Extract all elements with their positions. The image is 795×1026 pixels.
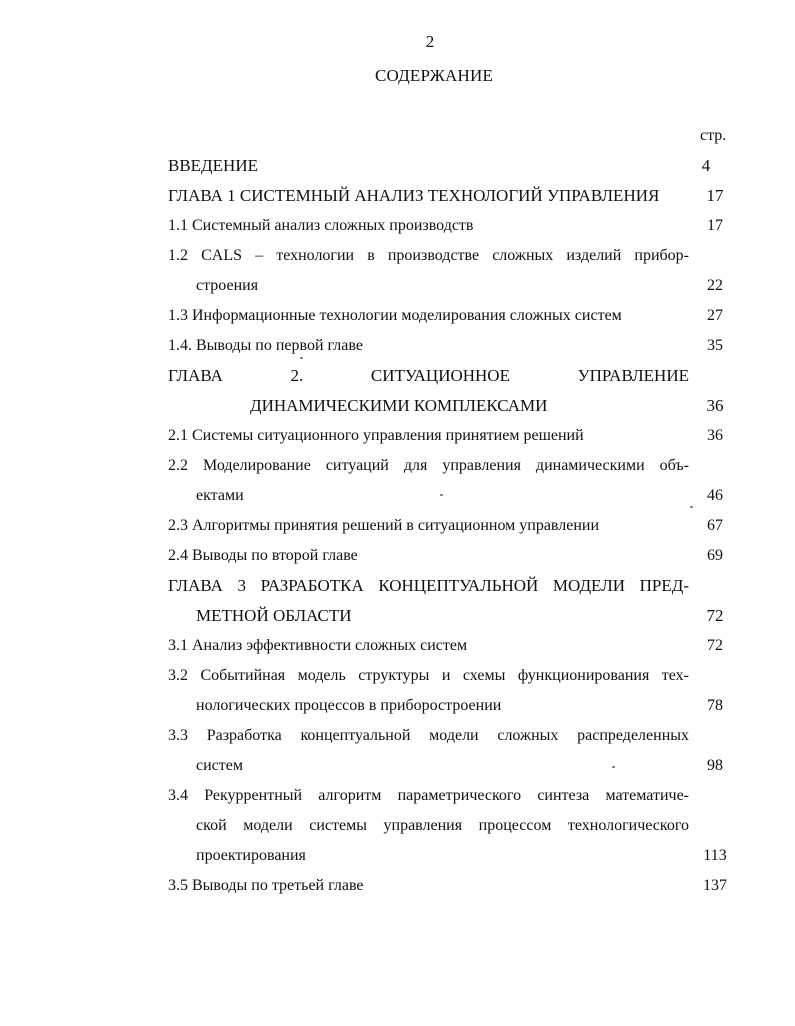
- page-ref: 17: [706, 186, 724, 205]
- chapter-heading-line: ГЛАВА 2. СИТУАЦИОННОЕ УПРАВЛЕНИЕ: [168, 366, 689, 385]
- scan-speck: [440, 494, 443, 496]
- page-ref: 113: [703, 847, 727, 864]
- chapter-heading-line: ГЛАВА 3 РАЗРАБОТКА КОНЦЕПТУАЛЬНОЙ МОДЕЛИ ПРЕД-: [168, 576, 689, 595]
- scan-speck: [690, 506, 693, 508]
- page-ref: 22: [707, 277, 723, 294]
- page-ref: 36: [707, 427, 723, 444]
- page-ref: 17: [707, 217, 723, 234]
- page-ref: 35: [707, 337, 723, 354]
- toc-entry-line: 1.2 CALS – технологии в производстве сложных изделий прибор-: [168, 247, 689, 264]
- page-ref: 72: [706, 606, 724, 625]
- chapter-heading-line: ГЛАВА 1 СИСТЕМНЫЙ АНАЛИЗ ТЕХНОЛОГИЙ УПРАВЛЕНИЯ: [168, 186, 660, 205]
- toc-entry-line: проектирования: [196, 847, 306, 864]
- toc-entry-line: систем: [196, 757, 243, 774]
- toc-entry-line: 1.1 Системный анализ сложных производств: [168, 217, 474, 234]
- toc-entry-line: 1.3 Информационные технологии моделирования сложных систем: [168, 307, 622, 324]
- toc-entry-line: 3.2 Событийная модель структуры и схемы функционирования тех-: [168, 667, 689, 684]
- page-title: СОДЕРЖАНИЕ: [374, 66, 494, 85]
- toc-entry-line: 3.1 Анализ эффективности сложных систем: [168, 637, 468, 654]
- toc-entry-line: 1.4. Выводы по первой главе: [168, 337, 363, 354]
- page-number: 2: [425, 32, 435, 51]
- page-ref: 4: [701, 156, 711, 175]
- page-ref: 36: [706, 396, 724, 415]
- toc-entry-line: 3.4 Рекуррентный алгоритм параметрического синтеза математиче-: [168, 787, 689, 804]
- page-ref: 137: [703, 877, 727, 894]
- toc-entry-line: нологических процессов в приборостроении: [196, 697, 502, 714]
- page-ref: 46: [707, 487, 723, 504]
- page-ref: 78: [707, 697, 723, 714]
- page-ref: 69: [707, 547, 723, 564]
- toc-entry-line: 3.3 Разработка концептуальной модели сложных распределенных: [168, 727, 689, 744]
- toc-entry-line: 2.2 Моделирование ситуаций для управления динамическими объ-: [168, 457, 689, 474]
- chapter-heading-line: МЕТНОЙ ОБЛАСТИ: [196, 606, 352, 625]
- chapter-heading-line: ВВЕДЕНИЕ: [168, 156, 258, 175]
- page-ref: 72: [707, 637, 723, 654]
- page-ref: 67: [707, 517, 723, 534]
- scan-speck: [300, 357, 303, 359]
- toc-entry-line: 2.3 Алгоритмы принятия решений в ситуационном управлении: [168, 517, 600, 534]
- toc-entry-line: 2.4 Выводы по второй главе: [168, 547, 358, 564]
- page-ref: 98: [707, 757, 723, 774]
- pages-column-label: стр.: [700, 127, 727, 144]
- scan-speck: [612, 766, 615, 768]
- toc-entry-line: 2.1 Системы ситуационного управления принятием решений: [168, 427, 584, 444]
- toc-entry-line: строения: [196, 277, 259, 294]
- toc-entry-line: ской модели системы управления процессом технологического: [196, 817, 689, 834]
- chapter-heading-line: ДИНАМИЧЕСКИМИ КОМПЛЕКСАМИ: [250, 396, 548, 415]
- toc-entry-line: 3.5 Выводы по третьей главе: [168, 877, 364, 894]
- page-ref: 27: [707, 307, 723, 324]
- toc-entry-line: ектами: [196, 487, 244, 504]
